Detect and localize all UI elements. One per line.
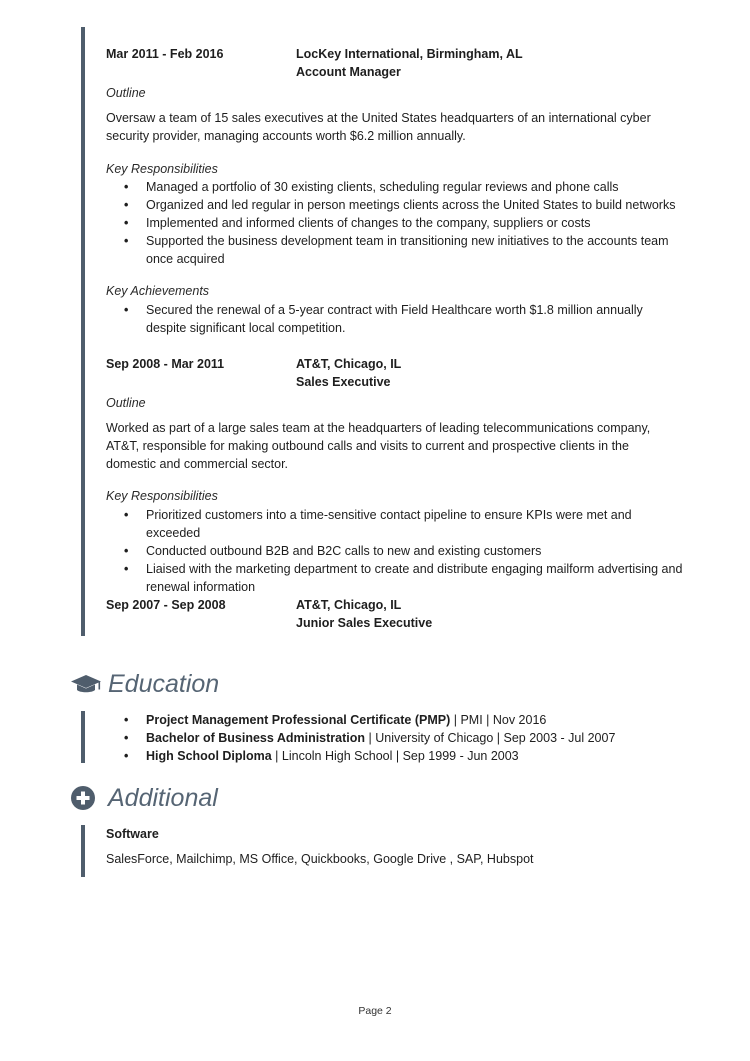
job-2-company: AT&T, Chicago, IL bbox=[296, 357, 402, 371]
job-2-responsibilities-label: Key Responsibilities bbox=[106, 489, 218, 503]
list-item: • Secured the renewal of a 5-year contract with Field Healthcare worth $1.8 million annually despite significant local competition. bbox=[106, 301, 686, 337]
experience-accent-bar bbox=[81, 27, 85, 636]
plus-circle-icon bbox=[70, 786, 102, 810]
job-1-outline: Oversaw a team of 15 sales executives at the United States headquarters of an international cyber security provider, managing accounts worth $6.2 million annually. bbox=[106, 111, 651, 143]
list-item: • Prioritized customers into a time-sensitive contact pipeline to ensure KPIs were met and exceeded bbox=[106, 506, 686, 542]
job-1-title: Account Manager bbox=[296, 65, 401, 79]
job-1-achievements-label: Key Achievements bbox=[106, 284, 210, 298]
education-list bbox=[106, 711, 686, 765]
job-1-achievements bbox=[106, 301, 686, 337]
degree-name: Bachelor of Business Administration bbox=[146, 731, 366, 745]
job-2-responsibilities bbox=[106, 506, 686, 596]
list-item bbox=[106, 711, 686, 729]
degree-detail: | Lincoln High School | Sep 1999 - Jun 2003 bbox=[271, 749, 519, 763]
list-item: • Organized and led regular in person meetings clients across the United States to build networks bbox=[106, 196, 686, 214]
software-label: Software bbox=[106, 827, 159, 841]
degree-name: High School Diploma bbox=[146, 749, 272, 763]
job-2-outline: Worked as part of a large sales team at the headquarters of leading telecommunications company, AT&T, responsible for making outbound calls and visits to current and prospective clients in the domestic and commercial sector. bbox=[106, 421, 651, 471]
list-item: • Implemented and informed clients of changes to the company, suppliers or costs bbox=[106, 214, 686, 232]
education-title: Education bbox=[108, 670, 220, 698]
list-item: • Liaised with the marketing department to create and distribute engaging mailform advertising and renewal information bbox=[106, 560, 686, 596]
graduation-cap-icon bbox=[70, 672, 102, 696]
education-accent-bar bbox=[81, 711, 85, 763]
job-3-company: AT&T, Chicago, IL bbox=[296, 598, 402, 612]
job-1-date: Mar 2011 - Feb 2016 bbox=[106, 47, 224, 61]
list-item: • Managed a portfolio of 30 existing clients, scheduling regular reviews and phone calls bbox=[106, 178, 686, 196]
job-3-title: Junior Sales Executive bbox=[296, 616, 433, 630]
job-2-date: Sep 2008 - Mar 2011 bbox=[106, 357, 225, 371]
list-item: • Supported the business development team in transitioning new initiatives to the accounts team once acquired bbox=[106, 232, 686, 268]
additional-title: Additional bbox=[108, 784, 218, 812]
list-item: • Conducted outbound B2B and B2C calls to new and existing customers bbox=[106, 542, 686, 560]
software-list: SalesForce, Mailchimp, MS Office, Quickbooks, Google Drive , SAP, Hubspot bbox=[106, 852, 534, 866]
degree-detail: | PMI | Nov 2016 bbox=[450, 713, 547, 727]
job-1-responsibilities-label: Key Responsibilities bbox=[106, 162, 218, 176]
job-2-outline-label: Outline bbox=[106, 396, 146, 410]
additional-accent-bar bbox=[81, 825, 85, 877]
job-1-company: LocKey International, Birmingham, AL bbox=[296, 47, 523, 61]
degree-detail: | University of Chicago | Sep 2003 - Jul 2007 bbox=[365, 731, 616, 745]
job-3-date: Sep 2007 - Sep 2008 bbox=[106, 598, 226, 612]
job-1-responsibilities bbox=[106, 178, 686, 268]
page-number: Page 2 bbox=[358, 1005, 392, 1017]
list-item bbox=[106, 747, 686, 765]
degree-name: Project Management Professional Certificate (PMP) bbox=[146, 713, 451, 727]
list-item bbox=[106, 729, 686, 747]
job-1-outline-label: Outline bbox=[106, 86, 146, 100]
job-2-title: Sales Executive bbox=[296, 375, 391, 389]
